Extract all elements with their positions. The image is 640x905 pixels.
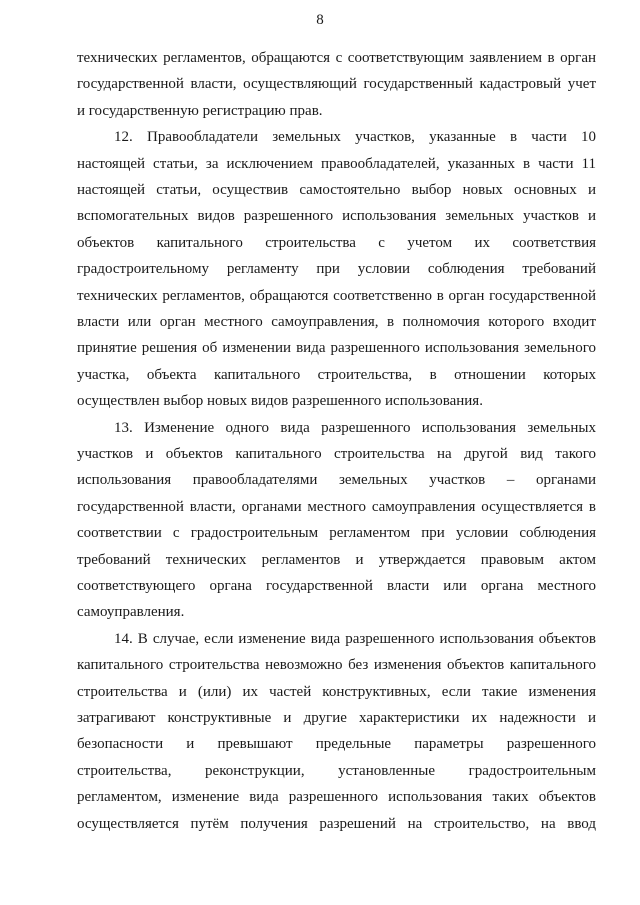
text-line: требований технических регламентов и утверждается правовым актом [77,552,596,568]
page-number: 8 [316,12,324,28]
text-line: использования правообладателями земельных участков – органами [77,472,596,488]
text-line: настоящей статьи, осуществив самостоятельно выбор новых основных и [77,182,596,198]
text-line: вспомогательных видов разрешенного использования земельных участков и [77,208,596,224]
text-line: строительства и (или) их частей конструктивных, если такие изменения [77,684,596,700]
text-line: соответствии с градостроительным регламентом при условии соблюдения [77,525,596,541]
text-line: градостроительному регламенту при условии соблюдения требований [77,261,596,277]
text-line: участка, объекта капитального строительства, в отношении которых [77,367,596,383]
text-line: государственной власти, осуществляющий государственный кадастровый учет [77,76,596,92]
text-line: объектов капитального строительства с учетом их соответствия [77,235,596,251]
text-line: затрагивают конструктивные и другие характеристики их надежности и [77,710,596,726]
text-line: капитального строительства невозможно без изменения объектов капитального [77,657,596,673]
text-line: настоящей статьи, за исключением правообладателей, указанных в части 11 [77,156,596,172]
text-line: технических регламентов, обращаются с соответствующим заявлением в орган [77,50,596,66]
text-line: технических регламентов, обращаются соответственно в орган государственной [77,288,596,304]
text-line: безопасности и превышают предельные параметры разрешенного [77,736,596,752]
text-line: соответствующего органа государственной власти или органа местного [77,578,596,594]
text-line: регламентом, изменение вида разрешенного использования таких объектов [77,789,596,805]
text-line: 12. Правообладатели земельных участков, указанные в части 10 [114,129,596,145]
text-line: государственной власти, органами местного самоуправления осуществляется в [77,499,596,515]
text-line: участков и объектов капитального строительства на другой вид такого [77,446,596,462]
text-line: 14. В случае, если изменение вида разрешенного использования объектов [114,631,596,647]
text-line: осуществляется путём получения разрешений на строительство, на ввод [77,816,596,832]
text-line: осуществлен выбор новых видов разрешенного использования. [77,393,483,409]
text-line: власти или орган местного самоуправления, в полномочия которого входит [77,314,596,330]
text-line: 13. Изменение одного вида разрешенного использования земельных [114,420,596,436]
text-line: и государственную регистрацию прав. [77,103,323,119]
text-line: принятие решения об изменении вида разрешенного использования земельного [77,340,596,356]
text-line: строительства, реконструкции, установленные градостроительным [77,763,596,779]
text-line: самоуправления. [77,604,185,620]
